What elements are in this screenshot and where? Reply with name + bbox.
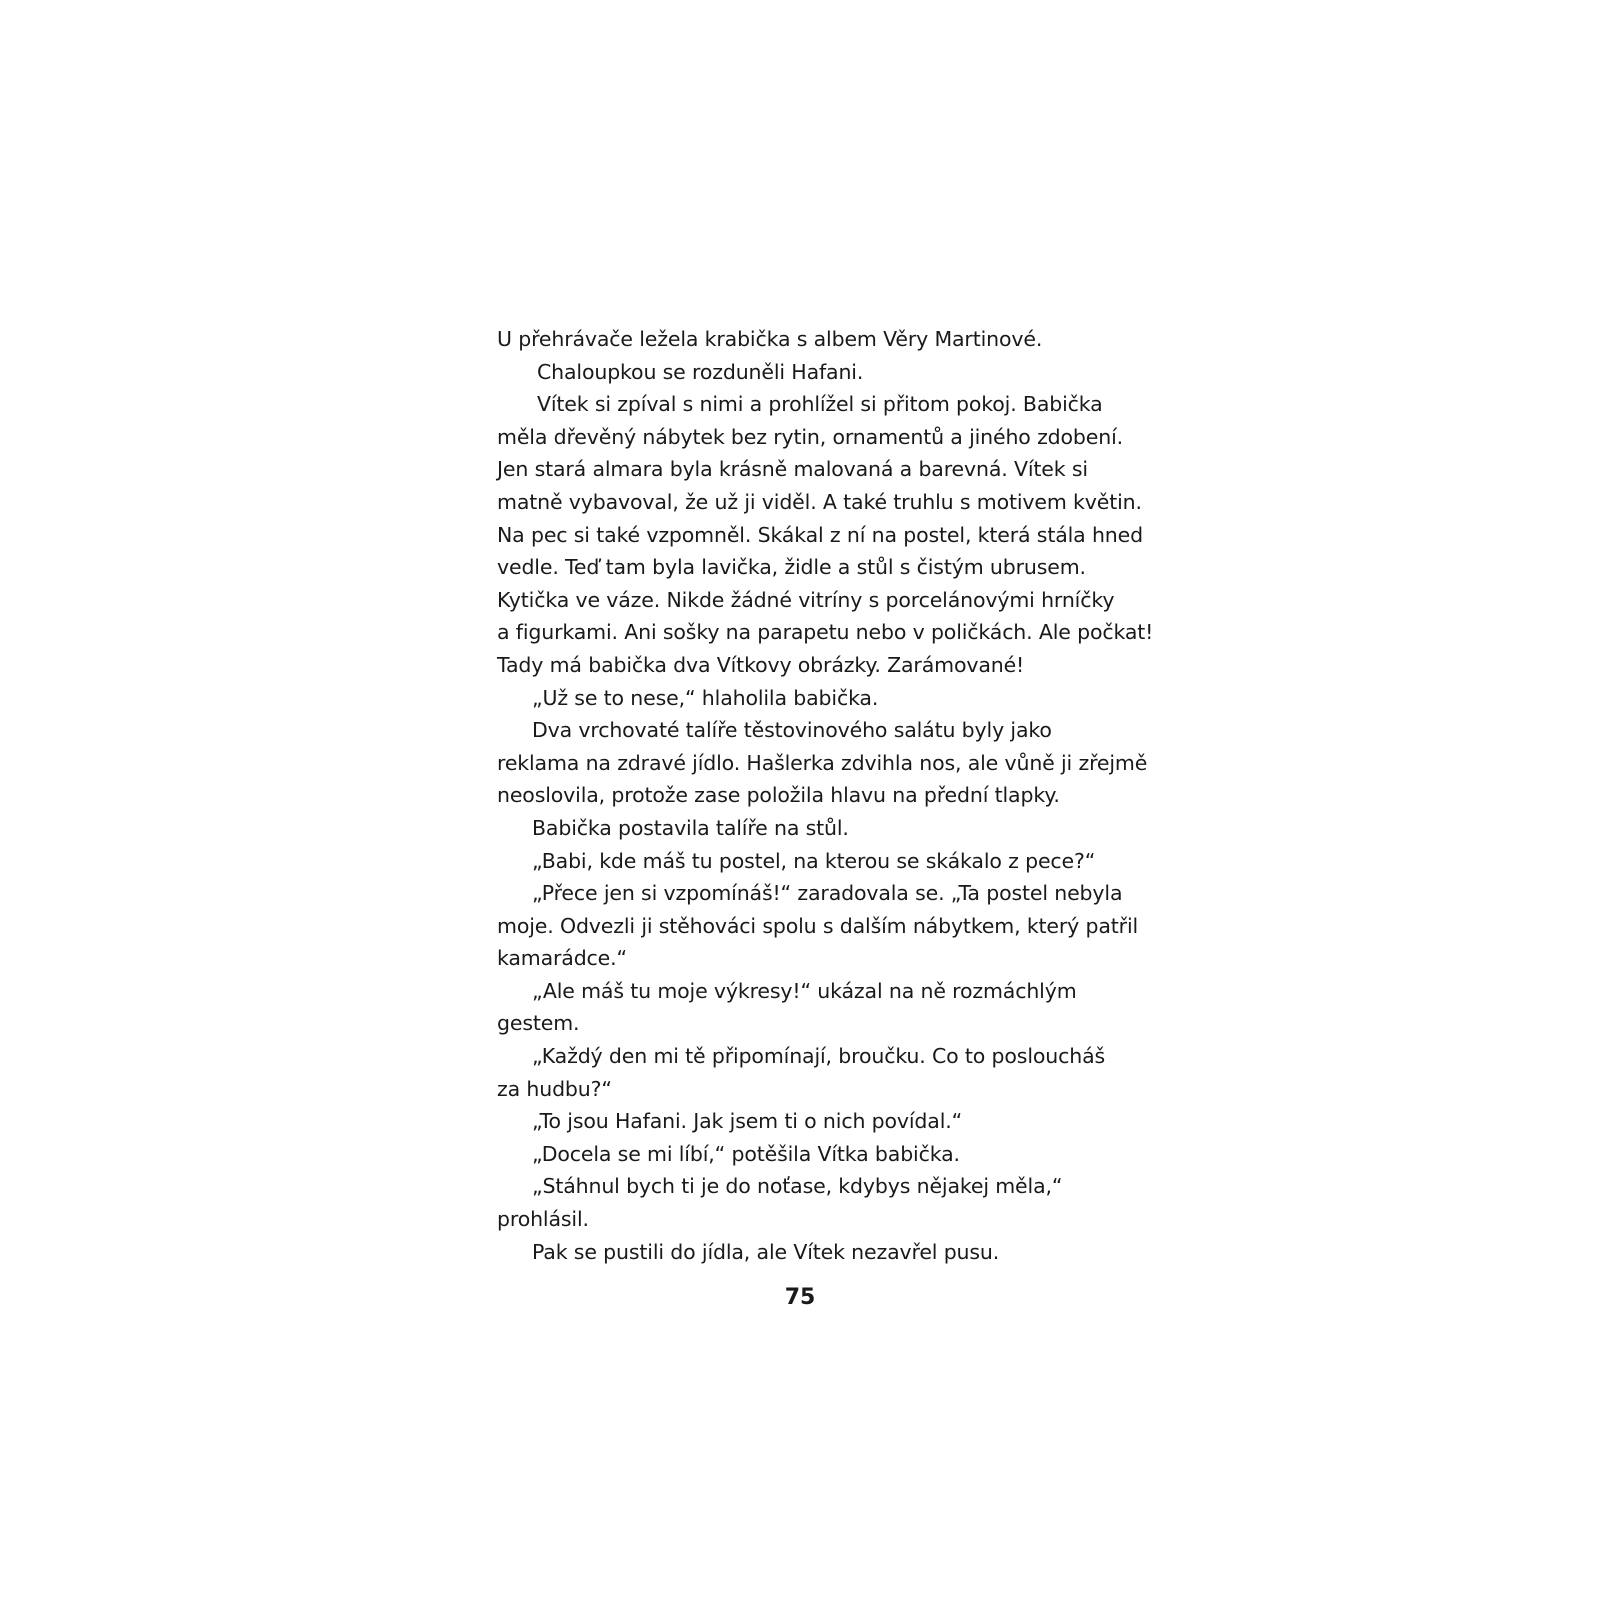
text-line: U přehrávače ležela krabička s albem Věry Martinové. [497, 327, 1043, 351]
text-line: vedle. Teď tam byla lavička, židle a stůl s čistým ubrusem. [497, 555, 1086, 580]
body-text [497, 323, 1154, 1268]
text-line: „Docela se mi líbí,“ potěšila Vítka babička. [532, 1141, 960, 1166]
text-line: Dva vrchovaté talíře těstovinového salátu byly jako [532, 718, 1052, 743]
text-line: Jen stará almara byla krásně malovaná a barevná. Vítek si [497, 457, 1088, 482]
text-line: „Už se to nese,“ hlaholila babička. [532, 685, 879, 710]
text-line: reklama na zdravé jídlo. Hašlerka zdvihla nos, ale vůně ji zřejmě [497, 750, 1148, 775]
text-line: Chaloupkou se rozduněli Hafani. [537, 359, 864, 384]
text-line: Vítek si zpíval s nimi a prohlížel si přitom pokoj. Babička [537, 392, 1103, 417]
text-line: „To jsou Hafani. Jak jsem ti o nich povídal.“ [532, 1109, 963, 1134]
text-line: „Ale máš tu moje výkresy!“ ukázal na ně rozmáchlým [532, 978, 1077, 1003]
text-line: „Každý den mi tě připomínají, broučku. Co to posloucháš [532, 1044, 1106, 1069]
text-line: Tady má babička dva Vítkovy obrázky. Zarámované! [497, 652, 1025, 677]
text-line: „Babi, kde máš tu postel, na kterou se skákalo z pece?“ [532, 848, 1096, 873]
text-line: prohlásil. [497, 1207, 589, 1232]
text-line: měla dřevěný nábytek bez rytin, ornamentů a jiného zdobení. [497, 424, 1124, 449]
text-line: moje. Odvezli ji stěhováci spolu s dalším nábytkem, který patřil [497, 913, 1139, 938]
text-line: Na pec si také vzpomněl. Skákal z ní na postel, která stála hned [497, 522, 1143, 547]
text-line: za hudbu?“ [497, 1076, 612, 1101]
text-line: „Stáhnul bych ti je do noťase, kdybys nějakej měla,“ [532, 1174, 1063, 1199]
text-line: matně vybavoval, že už ji viděl. A také truhlu s motivem květin. [497, 489, 1142, 514]
text-line: Pak se pustili do jídla, ale Vítek nezavřel pusu. [532, 1239, 1000, 1264]
text-line: „Přece jen si vzpomínáš!“ zaradovala se. „Ta postel nebyla [532, 881, 1123, 906]
text-line: Kytička ve váze. Nikde žádné vitríny s porcelánovými hrníčky [497, 587, 1115, 612]
page-number: 75 [784, 1285, 816, 1310]
text-line: a figurkami. Ani sošky na parapetu nebo v poličkách. Ale počkat! [497, 620, 1154, 645]
text-line: kamarádce.“ [497, 946, 627, 971]
text-line: gestem. [497, 1011, 580, 1036]
text-line: neoslovila, protože zase položila hlavu na přední tlapky. [497, 783, 1060, 808]
text-line: Babička postavila talíře na stůl. [532, 815, 849, 840]
